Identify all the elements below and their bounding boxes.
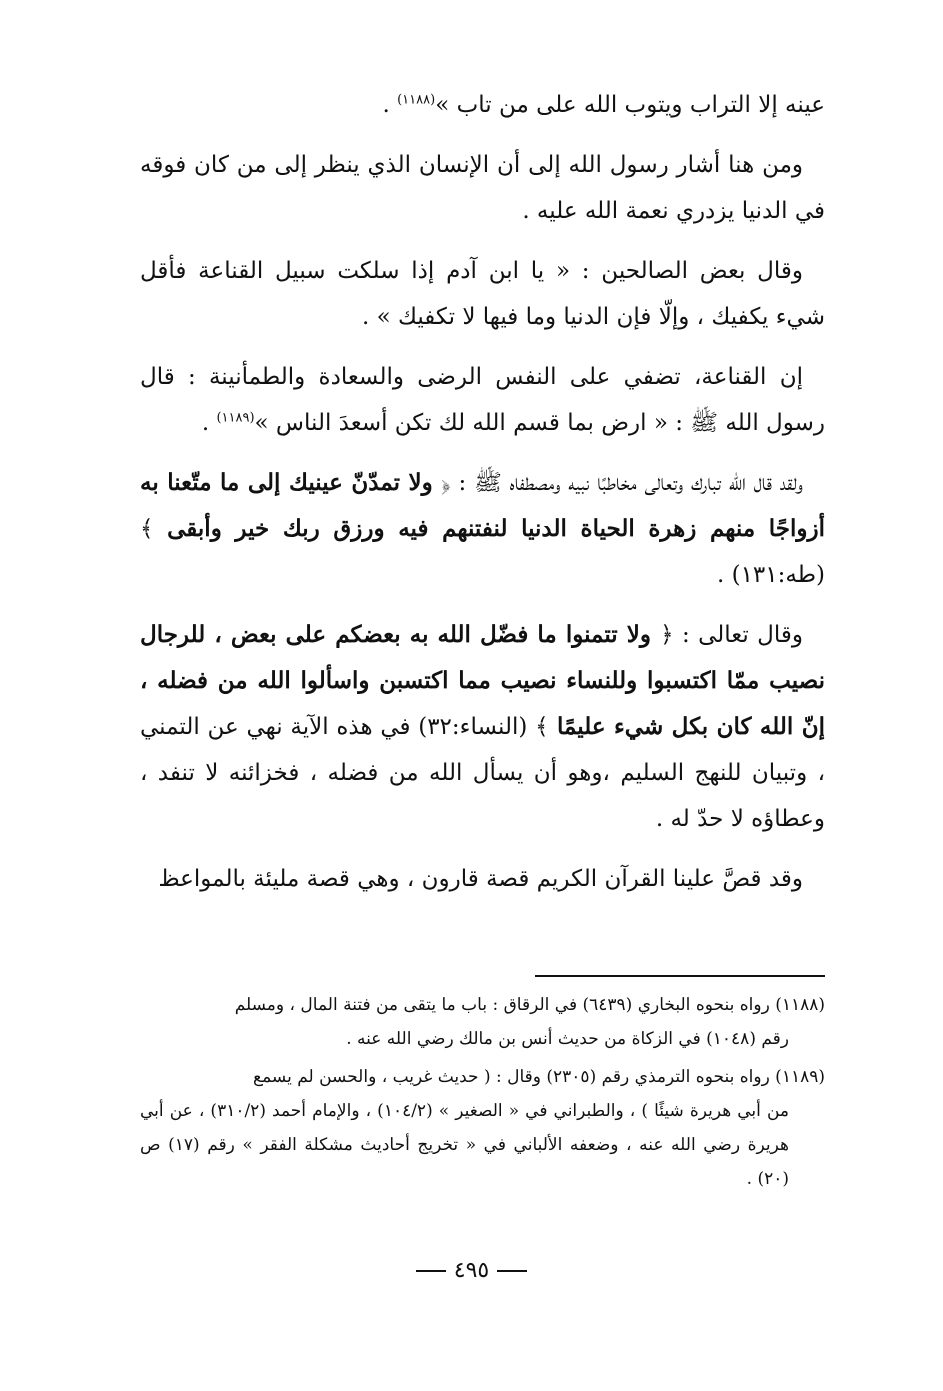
page-number-dash-right bbox=[497, 1270, 527, 1272]
page-number-value: ٤٩٥ bbox=[453, 1258, 490, 1283]
quran-verse-nisa-32: ولا تتمنوا ما فضّل الله به بعضكم على بعض ، للرجال نصيب ممّا اكتسبوا وللنساء نصيب مما اكتسبن واسألوا الله من فضله ، إنّ الله كان بكل شيء عليمًا bbox=[140, 621, 825, 740]
paragraph-3: وقال بعض الصالحين : « يا ابن آدم إذا سلكت سبيل القناعة فأقل شيء يكفيك ، وإلّا فإن الدنيا وما فيها لا تكفيك » . bbox=[140, 258, 825, 330]
quran-close-bracket: ﴾ bbox=[140, 516, 154, 542]
footnote-ref-1189: (١١٨٩) bbox=[216, 410, 255, 426]
quran-open-bracket: ﴿ bbox=[660, 622, 674, 648]
footnotes bbox=[140, 988, 825, 1200]
paragraph-4-tail: . bbox=[201, 410, 217, 436]
verse-citation-taha: (طه:١٣١) . bbox=[716, 562, 825, 588]
footnote-1188-cont: رقم (١٠٤٨) في الزكاة من حديث أنس بن مالك رضي الله عنه . bbox=[346, 1029, 789, 1049]
paragraph-5-intro: ولقد قال الله تبارك وتعالى مخاطبًا نبيه ومصطفاه ﷺ : bbox=[450, 470, 803, 496]
paragraph-1-text: عينه إلا التراب ويتوب الله على من تاب » bbox=[435, 92, 825, 118]
footnote-1189-lead: (١١٨٩) رواه بنحوه الترمذي رقم (٢٣٠٥) وقال : ( حديث غريب ، والحسن لم يسمع bbox=[253, 1067, 825, 1087]
footnote-ref-1188: (١١٨٨) bbox=[397, 92, 436, 108]
quran-open-bracket: ﴿ bbox=[441, 470, 451, 496]
footnote-1188-lead: (١١٨٨) رواه بنحوه البخاري (٦٤٣٩) في الرقاق : باب ما يتقى من فتنة المال ، ومسلم bbox=[234, 995, 825, 1015]
footnote-divider bbox=[535, 975, 825, 977]
paragraph-6-intro: وقال تعالى : bbox=[673, 622, 803, 648]
quran-close-bracket: ﴾ bbox=[535, 714, 549, 740]
paragraph-1 bbox=[140, 82, 825, 128]
paragraph-5 bbox=[140, 460, 825, 598]
paragraph-6-rest: (النساء:٣٢) في هذه الآية نهي عن التمني ، وتبيان للنهج السليم ،وهو أن يسأل الله من فضله ، فخزائنه لا تنفد ، وعطاؤه لا حدّ له . bbox=[140, 714, 825, 832]
paragraph-4 bbox=[140, 354, 825, 446]
paragraph-7: وقد قصَّ علينا القرآن الكريم قصة قارون ، وهي قصة مليئة بالمواعظ bbox=[158, 866, 803, 892]
footnote-1189 bbox=[140, 1060, 825, 1196]
page-number-dash-left bbox=[416, 1270, 446, 1272]
paragraph-2: ومن هنا أشار رسول الله إلى أن الإنسان الذي ينظر إلى من كان فوقه في الدنيا يزدري نعمة الله عليه . bbox=[140, 152, 825, 224]
quran-verse-taha-131: ولا تمدّنّ عينيك إلى ما متّعنا به أزواجًا منهم زهرة الحياة الدنيا لنفتنهم فيه ورزق ربك خير وأبقى bbox=[140, 469, 825, 542]
paragraph-1-tail: . bbox=[382, 92, 398, 118]
page-number bbox=[0, 1258, 943, 1283]
footnote-1189-cont: من أبي هريرة شيئًا ) ، والطبراني في « الصغير » (١٠٤/٢) ، والإمام أحمد (٣١٠/٢) ، عن أبي هريرة رضي الله عنه ، وضعفه الألباني في « تخريج أحاديث مشكلة الفقر » رقم (١٧) ص (٢٠) . bbox=[140, 1101, 790, 1189]
main-text bbox=[140, 82, 825, 916]
paragraph-6 bbox=[140, 612, 825, 842]
footnote-1188 bbox=[140, 988, 825, 1056]
paragraph-4-text: إن القناعة، تضفي على النفس الرضى والسعادة والطمأنينة : قال رسول الله ﷺ : « ارض بما قسم الله لك تكن أسعدَ الناس » bbox=[140, 364, 825, 436]
